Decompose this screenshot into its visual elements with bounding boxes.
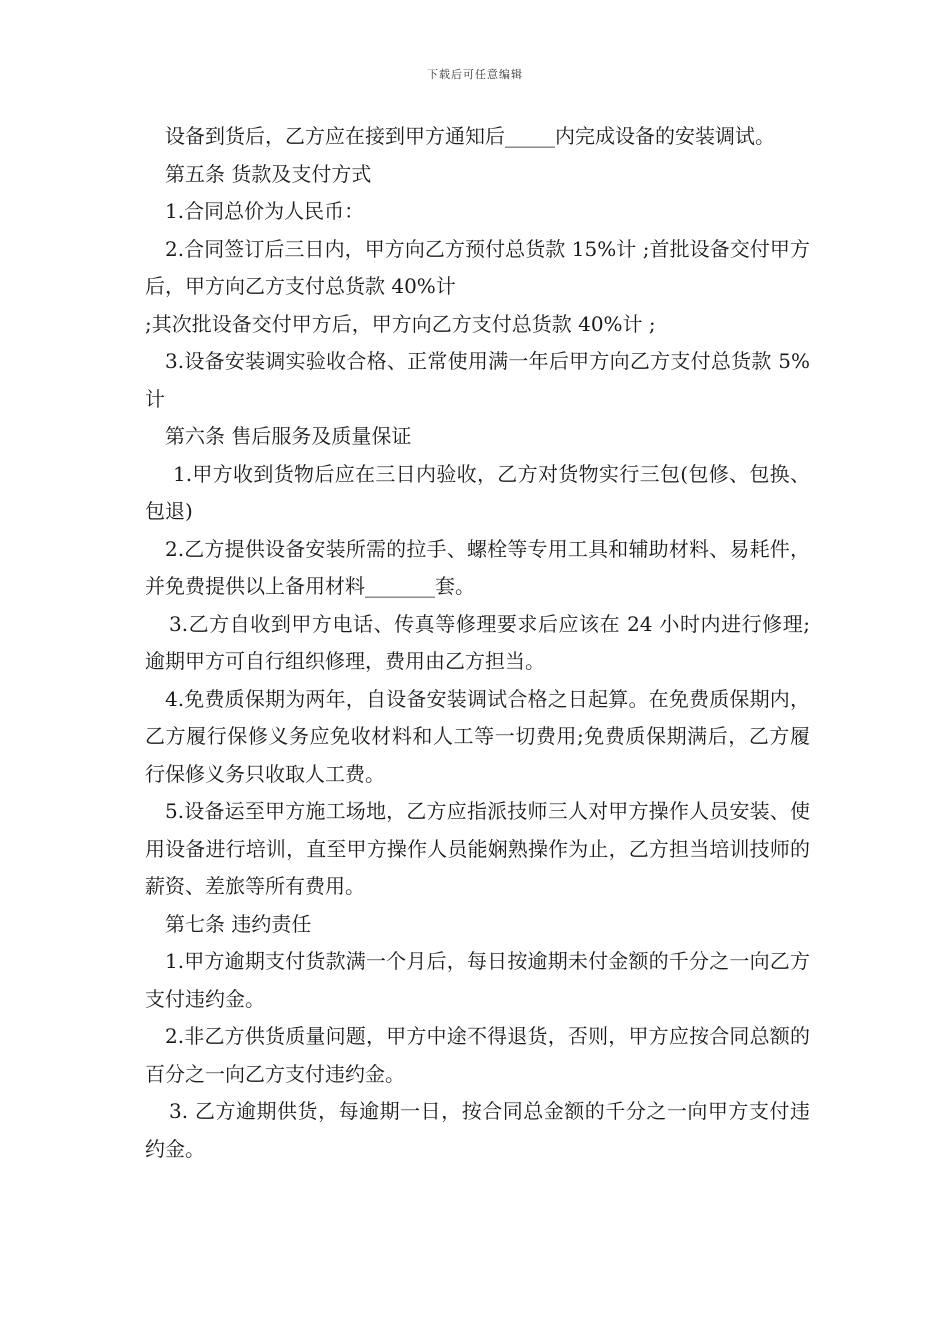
section-heading-article-6: 第六条 售后服务及质量保证 [165,424,412,448]
paragraph-6-2: 2.乙方提供设备安装所需的拉手、螺栓等专用工具和辅助材料、易耗件，并免费提供以上备用材料_______套。 [145,536,810,598]
paragraph-6-1: 1.甲方收到货物后应在三日内验收，乙方对货物实行三包(包修、包换、包退) [145,461,810,523]
paragraph-installation: 设备到货后，乙方应在接到甲方通知后_____内完成设备的安装调试。 [165,124,775,148]
paragraph-5-2-continued: ;其次批设备交付甲方后，甲方向乙方支付总货款 40%计 ; [145,311,656,336]
paragraph-7-2: 2.非乙方供货质量问题，甲方中途不得退货，否则，甲方应按合同总额的百分之一向乙方支付违约金。 [145,1024,810,1086]
section-heading-article-7: 第七条 违约责任 [165,911,312,936]
paragraph-5-2: 2.合同签订后三日内，甲方向乙方预付总货款 15%计 ;首批设备交付甲方后，甲方向乙方支付总货款 40%计 [145,236,810,298]
paragraph-7-3: 3. 乙方逾期供货，每逾期一日，按合同总金额的千分之一向甲方支付违约金。 [145,1099,810,1161]
paragraph-7-1: 1.甲方逾期支付货款满一个月后，每日按逾期未付金额的千分之一向乙方支付违约金。 [145,949,810,1011]
paragraph-6-4: 4.免费质保期为两年，自设备安装调试合格之日起算。在免费质保期内，乙方履行保修义务应免收材料和人工等一切费用;免费质保期满后，乙方履行保修义务只收取人工费。 [145,686,810,786]
section-heading-article-5: 第五条 货款及支付方式 [165,161,372,186]
document-body [145,118,810,1168]
paragraph-5-3: 3.设备安装调实验收合格、正常使用满一年后甲方向乙方支付总货款 5%计 [145,349,810,411]
page-header: 下载后可任意编辑 [427,68,523,81]
paragraph-5-1: 1.合同总价为人民币： [165,199,365,223]
paragraph-6-3: 3.乙方自收到甲方电话、传真等修理要求后应该在 24 小时内进行修理;逾期甲方可自行组织修理，费用由乙方担当。 [145,611,810,673]
paragraph-6-5: 5.设备运至甲方施工场地，乙方应指派技师三人对甲方操作人员安装、使用设备进行培训，直至甲方操作人员能娴熟操作为止，乙方担当培训技师的薪资、差旅等所有费用。 [145,799,810,898]
